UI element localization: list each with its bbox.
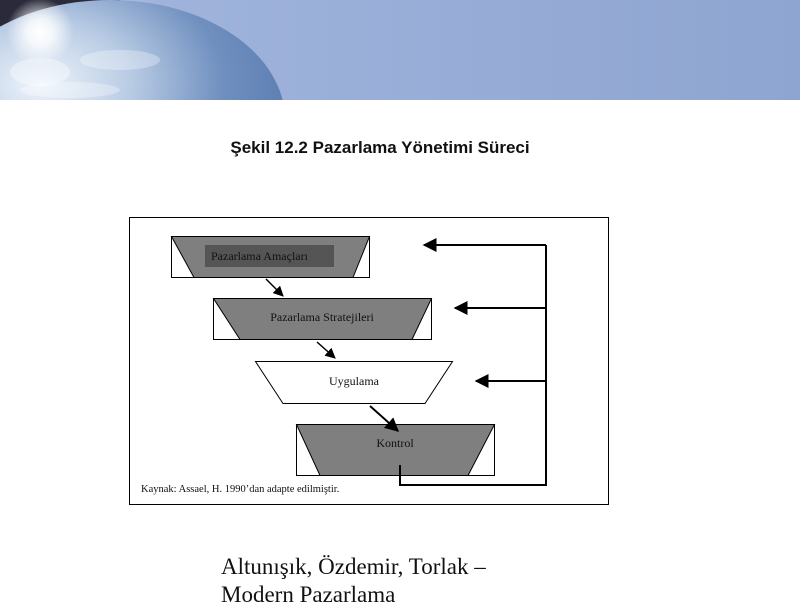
step-label: Kontrol <box>376 436 414 450</box>
caption-line-1: Altunışık, Özdemir, Torlak – <box>221 554 486 579</box>
step-implementation <box>256 362 453 404</box>
step-label: Pazarlama Amaçları <box>211 249 308 263</box>
step-label: Uygulama <box>329 374 379 388</box>
caption-line-2: Modern Pazarlama <box>221 582 396 607</box>
slide-caption <box>221 553 486 609</box>
figure-title: Şekil 12.2 Pazarlama Yönetimi Süreci <box>230 138 530 157</box>
step-control <box>297 425 495 476</box>
step-marketing-strategies <box>214 299 432 340</box>
step-label: Pazarlama Stratejileri <box>270 310 374 324</box>
step-marketing-objectives <box>172 237 370 278</box>
source-note: Kaynak: Assael, H. 1990’dan adapte edilmiştir. <box>141 484 340 495</box>
